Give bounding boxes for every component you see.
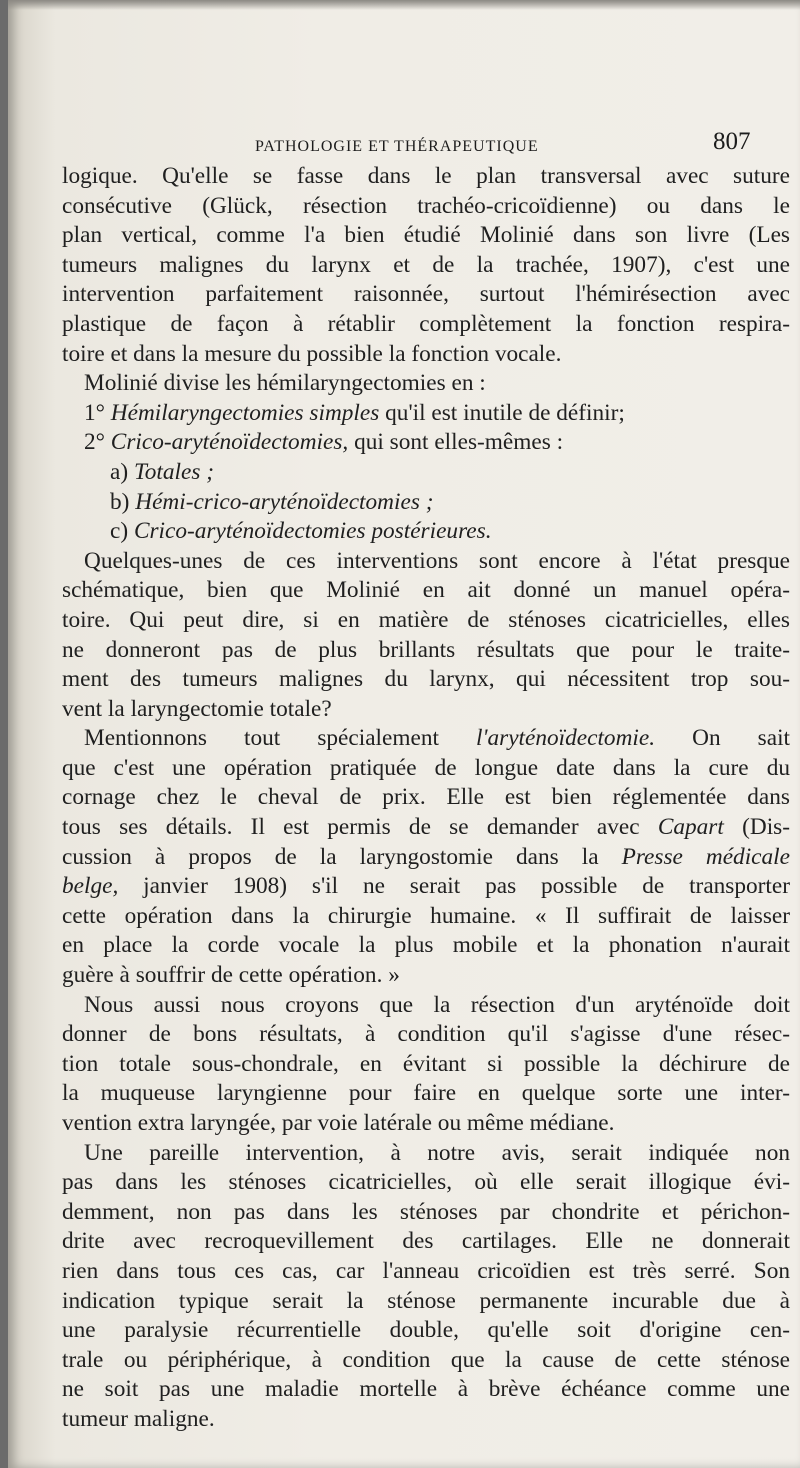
- text-line: [62, 724, 790, 754]
- italic-term: l'aryténoïdectomie.: [476, 725, 656, 752]
- text-segment: Mentionnons tout spécialement: [84, 725, 439, 752]
- text-segment: janvier 1908) s'il ne serait pas possible de transporter: [143, 873, 790, 900]
- italic-term: Capart: [657, 814, 724, 841]
- text-line: en place la corde vocale la plus mobile et la phonation n'aurait: [62, 932, 790, 959]
- text-line: tumeur maligne.: [62, 1405, 215, 1432]
- text-line: vention extra laryngée, par voie latérale ou même médiane.: [62, 1110, 615, 1136]
- italic-term: belge,: [62, 873, 119, 900]
- text-line: toire et dans la mesure du possible la fonction vocale.: [62, 340, 562, 367]
- text-segment: cussion à propos de la laryngostomie dans la: [62, 843, 599, 870]
- running-title: PATHOLOGIE ET THÉRAPEUTIQUE: [255, 138, 539, 155]
- sub-list-text: Hémi-crico-aryténoïdectomies ;: [135, 488, 434, 515]
- text-line: rien dans tous ces cas, car l'anneau cricoïdien est très serré. Son: [62, 1257, 790, 1284]
- text-line: Nous aussi nous croyons que la résection d'un aryténoïde doit: [84, 991, 790, 1018]
- text-line: tumeurs malignes du larynx et de la trachée, 1907), c'est une: [62, 251, 790, 278]
- text-line: toire. Qui peut dire, si en matière de sténoses cicatricielles, elles: [62, 606, 790, 633]
- text-line: ne soit pas une maladie mortelle à brève échéance comme une: [62, 1376, 790, 1403]
- list-number: 2°: [84, 429, 105, 456]
- page-edge-shadow: [8, 0, 800, 10]
- text-line: indication typique serait la sténose permanente incurable due à: [62, 1287, 790, 1314]
- sub-list-text: Totales ;: [133, 458, 214, 485]
- text-line: trale ou périphérique, à condition que la cause de cette sténose: [62, 1346, 790, 1373]
- text-line: Molinié divise les hémilaryngectomies en :: [84, 370, 486, 397]
- text-line: demment, non pas dans les sténoses par chondrite et périchon-: [62, 1198, 790, 1225]
- text-line: la muqueuse laryngienne pour faire en quelque sorte une inter-: [62, 1080, 790, 1107]
- text-segment: On sait: [692, 725, 791, 752]
- text-line: pas dans les sténoses cicatricielles, où elle serait illogique évi-: [62, 1169, 790, 1196]
- text-line: que c'est une opération pratiquée de longue date dans la cure du: [62, 754, 790, 781]
- text-line: une paralysie récurrentielle double, qu'elle soit d'origine cen-: [62, 1317, 790, 1344]
- text-line: cornage chez le cheval de prix. Elle est bien réglementée dans: [62, 784, 790, 811]
- text-line: plastique de façon à rétablir complètement la fonction respira-: [62, 310, 790, 337]
- list-item: [62, 428, 790, 458]
- text-line: guère à souffrir de cette opération. »: [62, 962, 400, 989]
- text-line: donner de bons résultats, à condition qu'il s'agisse d'une résec-: [62, 1021, 790, 1048]
- sub-list-label: c): [110, 518, 129, 545]
- text-line: [62, 872, 790, 902]
- list-number: 1°: [84, 399, 105, 426]
- text-line: intervention parfaitement raisonnée, surtout l'hémirésection avec: [62, 281, 790, 308]
- text-line: ne donneront pas de plus brillants résultats que pour le traite-: [62, 636, 790, 663]
- italic-term: Presse médicale: [621, 843, 790, 870]
- text-line: vent la laryngectomie totale?: [62, 695, 332, 722]
- body-text: [62, 162, 790, 1435]
- list-term: Hémilaryngectomies simples: [110, 399, 380, 426]
- sub-list-label: a): [110, 458, 129, 485]
- list-item: [62, 399, 790, 429]
- text-line: [62, 813, 790, 843]
- text-line: cette opération dans la chirurgie humaine. « Il suffirait de laisser: [62, 902, 790, 929]
- list-text: qui sont elles-mêmes :: [354, 429, 564, 456]
- text-segment: tous ses détails. Il est permis de se demander avec: [62, 814, 640, 841]
- sub-list-item: [62, 488, 790, 518]
- text-line: plan vertical, comme l'a bien étudié Molinié dans son livre (Les: [62, 222, 790, 249]
- text-line: consécutive (Glück, résection trachéo-cricoïdienne) ou dans le: [62, 192, 790, 219]
- text-line: logique. Qu'elle se fasse dans le plan transversal avec suture: [62, 163, 790, 189]
- sub-list-item: [62, 517, 790, 547]
- list-term: Crico-aryténoïdectomies,: [110, 429, 349, 456]
- sub-list-item: [62, 458, 790, 488]
- text-line: [62, 843, 790, 873]
- text-segment: (Dis-: [742, 814, 790, 841]
- text-line: drite avec recroquevillement des cartilages. Elle ne donnerait: [62, 1228, 790, 1255]
- list-text: qu'il est inutile de définir;: [385, 399, 625, 426]
- sub-list-label: b): [110, 488, 130, 515]
- book-page: [8, 0, 800, 1468]
- page-number: 807: [713, 128, 751, 155]
- text-line: Quelques-unes de ces interventions sont encore à l'état presque: [84, 547, 790, 574]
- sub-list-text: Crico-aryténoïdectomies postérieures.: [133, 518, 492, 545]
- text-line: Une pareille intervention, à notre avis, serait indiquée non: [84, 1139, 790, 1166]
- text-line: tion totale sous-chondrale, en évitant si possible la déchirure de: [62, 1050, 790, 1077]
- text-line: ment des tumeurs malignes du larynx, qui nécessitent trop sou-: [62, 666, 790, 693]
- text-line: schématique, bien que Molinié en ait donné un manuel opéra-: [62, 577, 790, 604]
